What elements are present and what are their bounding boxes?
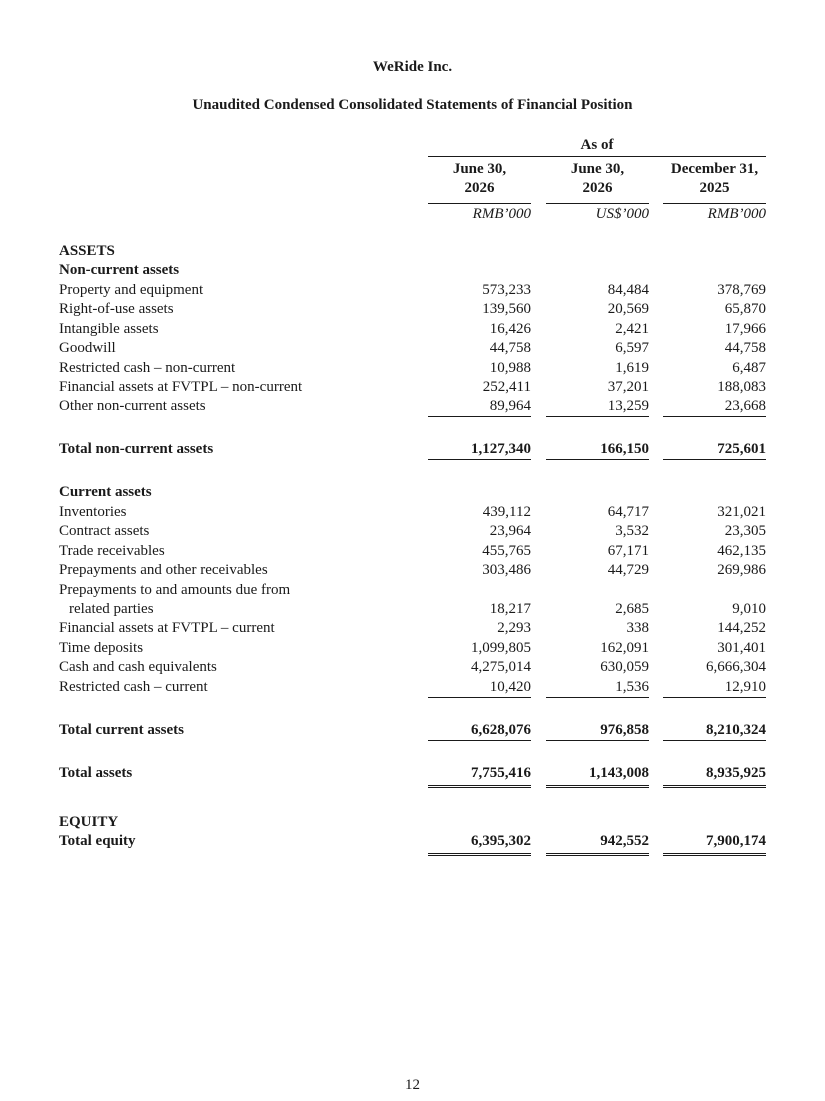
column-header-1-line2: 2026 — [464, 180, 495, 196]
row-value: 269,986 — [717, 562, 766, 578]
row-value: 1,536 — [546, 678, 649, 698]
row-value: 338 — [626, 620, 649, 636]
column-header-2 — [546, 160, 649, 198]
row-value: 439,112 — [482, 504, 531, 520]
row-label: Property and equipment — [59, 282, 204, 298]
total-value: 8,935,925 — [663, 764, 766, 788]
table-row — [0, 378, 825, 398]
total-non-current-label: Total non-current assets — [59, 441, 214, 457]
total-assets-row — [0, 764, 825, 784]
statement-title: Unaudited Condensed Consolidated Statements of Financial Position — [192, 97, 633, 113]
column-header-3 — [663, 160, 766, 198]
row-value: 10,988 — [489, 360, 531, 376]
row-label: Prepayments and other receivables — [59, 562, 268, 578]
section-non-current — [0, 261, 825, 281]
column-header-1 — [428, 160, 531, 198]
row-value: 2,421 — [615, 321, 649, 337]
table-row — [0, 300, 825, 320]
table-row — [0, 581, 825, 601]
total-value: 725,601 — [663, 440, 766, 460]
row-label: Other non-current assets — [59, 398, 206, 414]
row-value: 378,769 — [717, 282, 766, 298]
row-value: 89,964 — [428, 397, 531, 417]
total-value: 6,395,302 — [428, 832, 531, 856]
row-label: Time deposits — [59, 640, 144, 656]
total-value: 8,210,324 — [663, 721, 766, 741]
row-label: Prepayments to and amounts due from — [59, 582, 291, 598]
table-row — [0, 320, 825, 340]
row-value: 1,099,805 — [471, 640, 531, 656]
row-value: 144,252 — [717, 620, 766, 636]
row-label: Right-of-use assets — [59, 301, 174, 317]
total-non-current-row — [0, 440, 825, 460]
section-equity-label: EQUITY — [59, 814, 119, 830]
total-value: 166,150 — [546, 440, 649, 460]
row-value: 20,569 — [607, 301, 649, 317]
table-row — [0, 503, 825, 523]
row-label: Contract assets — [59, 523, 150, 539]
column-header-1-line1: June 30, — [452, 161, 507, 177]
row-label: Intangible assets — [59, 321, 159, 337]
row-label: Inventories — [59, 504, 127, 520]
row-value: 64,717 — [607, 504, 649, 520]
total-current-label: Total current assets — [59, 722, 184, 738]
section-assets-label: ASSETS — [59, 243, 115, 259]
total-value: 942,552 — [546, 832, 649, 856]
row-label: Restricted cash – current — [59, 679, 208, 695]
section-non-current-label: Non-current assets — [59, 262, 180, 278]
row-label: Restricted cash – non-current — [59, 360, 236, 376]
table-row — [0, 339, 825, 359]
row-label: Cash and cash equivalents — [59, 659, 217, 675]
row-value: 6,666,304 — [706, 659, 766, 675]
row-label: Goodwill — [59, 340, 116, 356]
table-row — [0, 678, 825, 698]
row-value: 162,091 — [600, 640, 649, 656]
table-row — [0, 397, 825, 417]
row-value: 303,486 — [482, 562, 531, 578]
row-value: 44,758 — [489, 340, 531, 356]
row-label: Financial assets at FVTPL – current — [59, 620, 275, 636]
row-value: 573,233 — [482, 282, 531, 298]
total-value: 1,127,340 — [428, 440, 531, 460]
row-value: 188,083 — [717, 379, 766, 395]
row-value: 321,021 — [717, 504, 766, 520]
table-row — [0, 639, 825, 659]
row-value: 252,411 — [482, 379, 531, 395]
total-equity-row — [0, 832, 825, 852]
row-label: Financial assets at FVTPL – non-current — [59, 379, 303, 395]
section-current-label: Current assets — [59, 484, 152, 500]
row-value: 23,964 — [489, 523, 531, 539]
row-value: 6,597 — [615, 340, 649, 356]
row-value: 23,305 — [724, 523, 766, 539]
table-row — [0, 561, 825, 581]
row-value: 84,484 — [607, 282, 649, 298]
section-assets — [0, 242, 825, 262]
row-value: 12,910 — [663, 678, 766, 698]
total-current-row — [0, 721, 825, 741]
row-value: 1,619 — [615, 360, 649, 376]
table-row — [0, 619, 825, 639]
row-value: 17,966 — [724, 321, 766, 337]
row-value: 67,171 — [607, 543, 649, 559]
company-name: WeRide Inc. — [372, 59, 453, 75]
table-row — [0, 542, 825, 562]
total-equity-label: Total equity — [59, 833, 136, 849]
column-unit-2: US$’000 — [546, 203, 649, 223]
table-row — [0, 359, 825, 379]
row-value: 462,135 — [717, 543, 766, 559]
row-value: 18,217 — [489, 601, 531, 617]
row-value: 23,668 — [663, 397, 766, 417]
total-assets-label: Total assets — [59, 765, 133, 781]
row-value: 16,426 — [489, 321, 531, 337]
row-value: 6,487 — [732, 360, 766, 376]
row-label: Trade receivables — [59, 543, 165, 559]
column-header-2-line2: 2026 — [582, 180, 613, 196]
row-value: 44,729 — [607, 562, 649, 578]
row-value: 139,560 — [482, 301, 531, 317]
row-value: 37,201 — [607, 379, 649, 395]
section-current — [0, 483, 825, 503]
as-of-rule — [428, 156, 766, 157]
row-value: 630,059 — [600, 659, 649, 675]
total-value: 976,858 — [546, 721, 649, 741]
column-header-3-line2: 2025 — [699, 180, 730, 196]
row-value: 455,765 — [482, 543, 531, 559]
total-value: 6,628,076 — [428, 721, 531, 741]
column-unit-1: RMB’000 — [428, 203, 531, 223]
row-value: 10,420 — [428, 678, 531, 698]
column-header-3-line1: December 31, — [670, 161, 759, 177]
row-value: 65,870 — [724, 301, 766, 317]
total-value: 1,143,008 — [546, 764, 649, 788]
table-row — [0, 522, 825, 542]
row-value: 301,401 — [717, 640, 766, 656]
column-header-2-line1: June 30, — [570, 161, 625, 177]
table-row — [0, 658, 825, 678]
row-value: 9,010 — [732, 601, 766, 617]
row-value: 4,275,014 — [471, 659, 531, 675]
row-value: 2,685 — [615, 601, 649, 617]
table-row — [0, 281, 825, 301]
table-row — [0, 600, 825, 620]
section-equity — [0, 813, 825, 833]
row-value: 44,758 — [724, 340, 766, 356]
row-label-continued: related parties — [69, 601, 154, 617]
total-value: 7,755,416 — [428, 764, 531, 788]
page-number: 12 — [405, 1077, 420, 1093]
as-of-heading: As of — [580, 137, 614, 153]
total-value: 7,900,174 — [663, 832, 766, 856]
row-value: 13,259 — [546, 397, 649, 417]
column-unit-3: RMB’000 — [663, 203, 766, 223]
row-value: 2,293 — [497, 620, 531, 636]
row-value: 3,532 — [615, 523, 649, 539]
